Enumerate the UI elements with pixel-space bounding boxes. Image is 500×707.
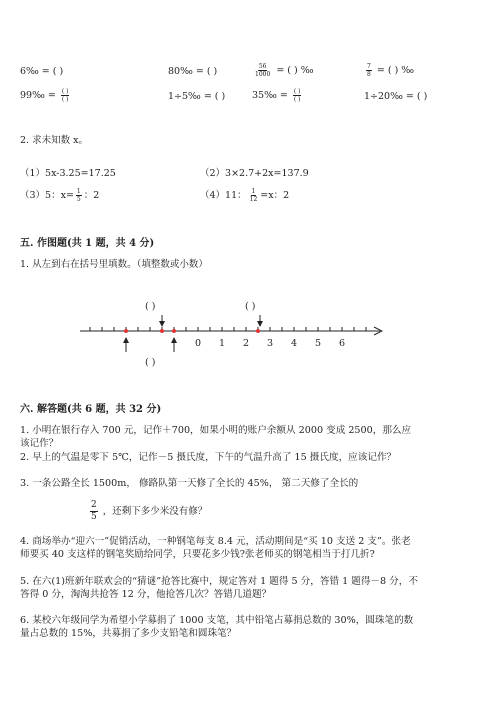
point-d (256, 329, 260, 333)
conversion-r2c1: 99‰ = $\frac{( )}{( )}$ (20, 88, 69, 103)
fraction-1-12: $\frac{1}{12}$ (249, 188, 258, 203)
fraction-blank: $\frac{( )}{( )}$ (293, 88, 301, 103)
section-5-title: 五. 作图题(共 1 题，共 4 分) (20, 238, 155, 249)
problem-1: 1. 小明在银行存入 700 元，记作＋700，如果小明的账户余额从 2000 变成 2500，那么应该记作？ (20, 425, 412, 449)
tick-label-3: 3 (267, 338, 274, 349)
conversion-r1c1: 6‰ = ( ) (20, 66, 64, 77)
tick-label-5: 5 (315, 338, 322, 349)
paren-bottom: ( ) (145, 357, 156, 368)
conversion-r2c2: 1÷5‰ = ( ) (168, 91, 226, 102)
section-5-question-1: 1. 从左到右在括号里填数。（填整数或小数） (20, 259, 208, 270)
paren-right-top: ( ) (245, 301, 256, 312)
problem-4: 4. 商场举办“迎六一”促销活动，一种钢笔每支 8.4 元，活动期间是“买 10 支送 2 支”。张老师要买 40 支这样的钢笔奖励给同学，只要花多少钱?张老师买的钢笔相当于打几折? (20, 536, 411, 560)
paren-left-top: ( ) (145, 301, 156, 312)
tick-label-6: 6 (339, 338, 346, 349)
conversion-r1c3: $\frac{56}{1000}$ = ( ) ‰ (255, 63, 314, 78)
fraction-2-5: $\frac{2}{5}$ (91, 500, 97, 522)
fraction-1-5: $\frac{1}{5}$ (76, 188, 81, 203)
tick-label-0: 0 (195, 338, 202, 349)
fraction-7-8: $\frac{7}{8}$ (367, 63, 371, 78)
tick-label-2: 2 (243, 338, 250, 349)
fraction-blank: $\frac{( )}{( )}$ (61, 88, 69, 103)
point-c (172, 329, 176, 333)
problem-2: 2. 早上的气温是零下 5℃，记作－5 摄氏度，下午的气温升高了 15 摄氏度，应该记作？ (20, 452, 397, 463)
q2-equation-2: （2）3×2.7+2x=137.9 (200, 168, 309, 179)
point-b (160, 329, 164, 333)
conversion-r2c3: 35‰ = $\frac{( )}{( )}$ (252, 88, 301, 103)
problem-5: 5. 在六(1)班新年联欢会的“猜谜”抢答比赛中，规定答对 1 题得 5 分，答错 1 题得－8 分，不答得 0 分，淘淘共抢答 12 分，他抢答几次？答错几道题？ (20, 576, 418, 600)
q2-equation-3: （3）5：x= $\frac{1}{5}$ ：2 (20, 188, 100, 203)
tick-marks (90, 327, 366, 331)
q2-equation-1: （1）5x-3.25=17.25 (20, 168, 116, 179)
tick-label-4: 4 (291, 338, 298, 349)
conversion-r2c4: 1÷20‰ = ( ) (364, 91, 428, 102)
conversion-r1c2: 80‰ = ( ) (168, 66, 218, 77)
q2-title: 2. 求未知数 x。 (20, 135, 88, 146)
point-a (124, 329, 128, 333)
conversion-r1c4: $\frac{7}{8}$ = ( ) ‰ (367, 63, 415, 78)
fraction-56-1000: $\frac{56}{1000}$ (255, 63, 271, 78)
problem-3: 3. 一条公路全长 1500m， 修路队第一天修了全长的 45%， 第二天修了全长的 (20, 478, 359, 489)
q2-equation-4: （4）11： $\frac{1}{12}$ =x：2 (200, 188, 290, 203)
tick-label-1: 1 (219, 338, 226, 349)
problem-3-continued: $\frac{2}{5}$ ，还剩下多少米没有修？ (91, 500, 208, 522)
section-6-title: 六. 解答题(共 6 题，共 32 分) (20, 404, 162, 415)
problem-6: 6. 某校六年级同学为希望小学募捐了 1000 支笔，其中铅笔占募捐总数的 30%，圆珠笔的数量占总数的 15%，共募捐了多少支铅笔和圆珠笔？ (20, 615, 414, 639)
